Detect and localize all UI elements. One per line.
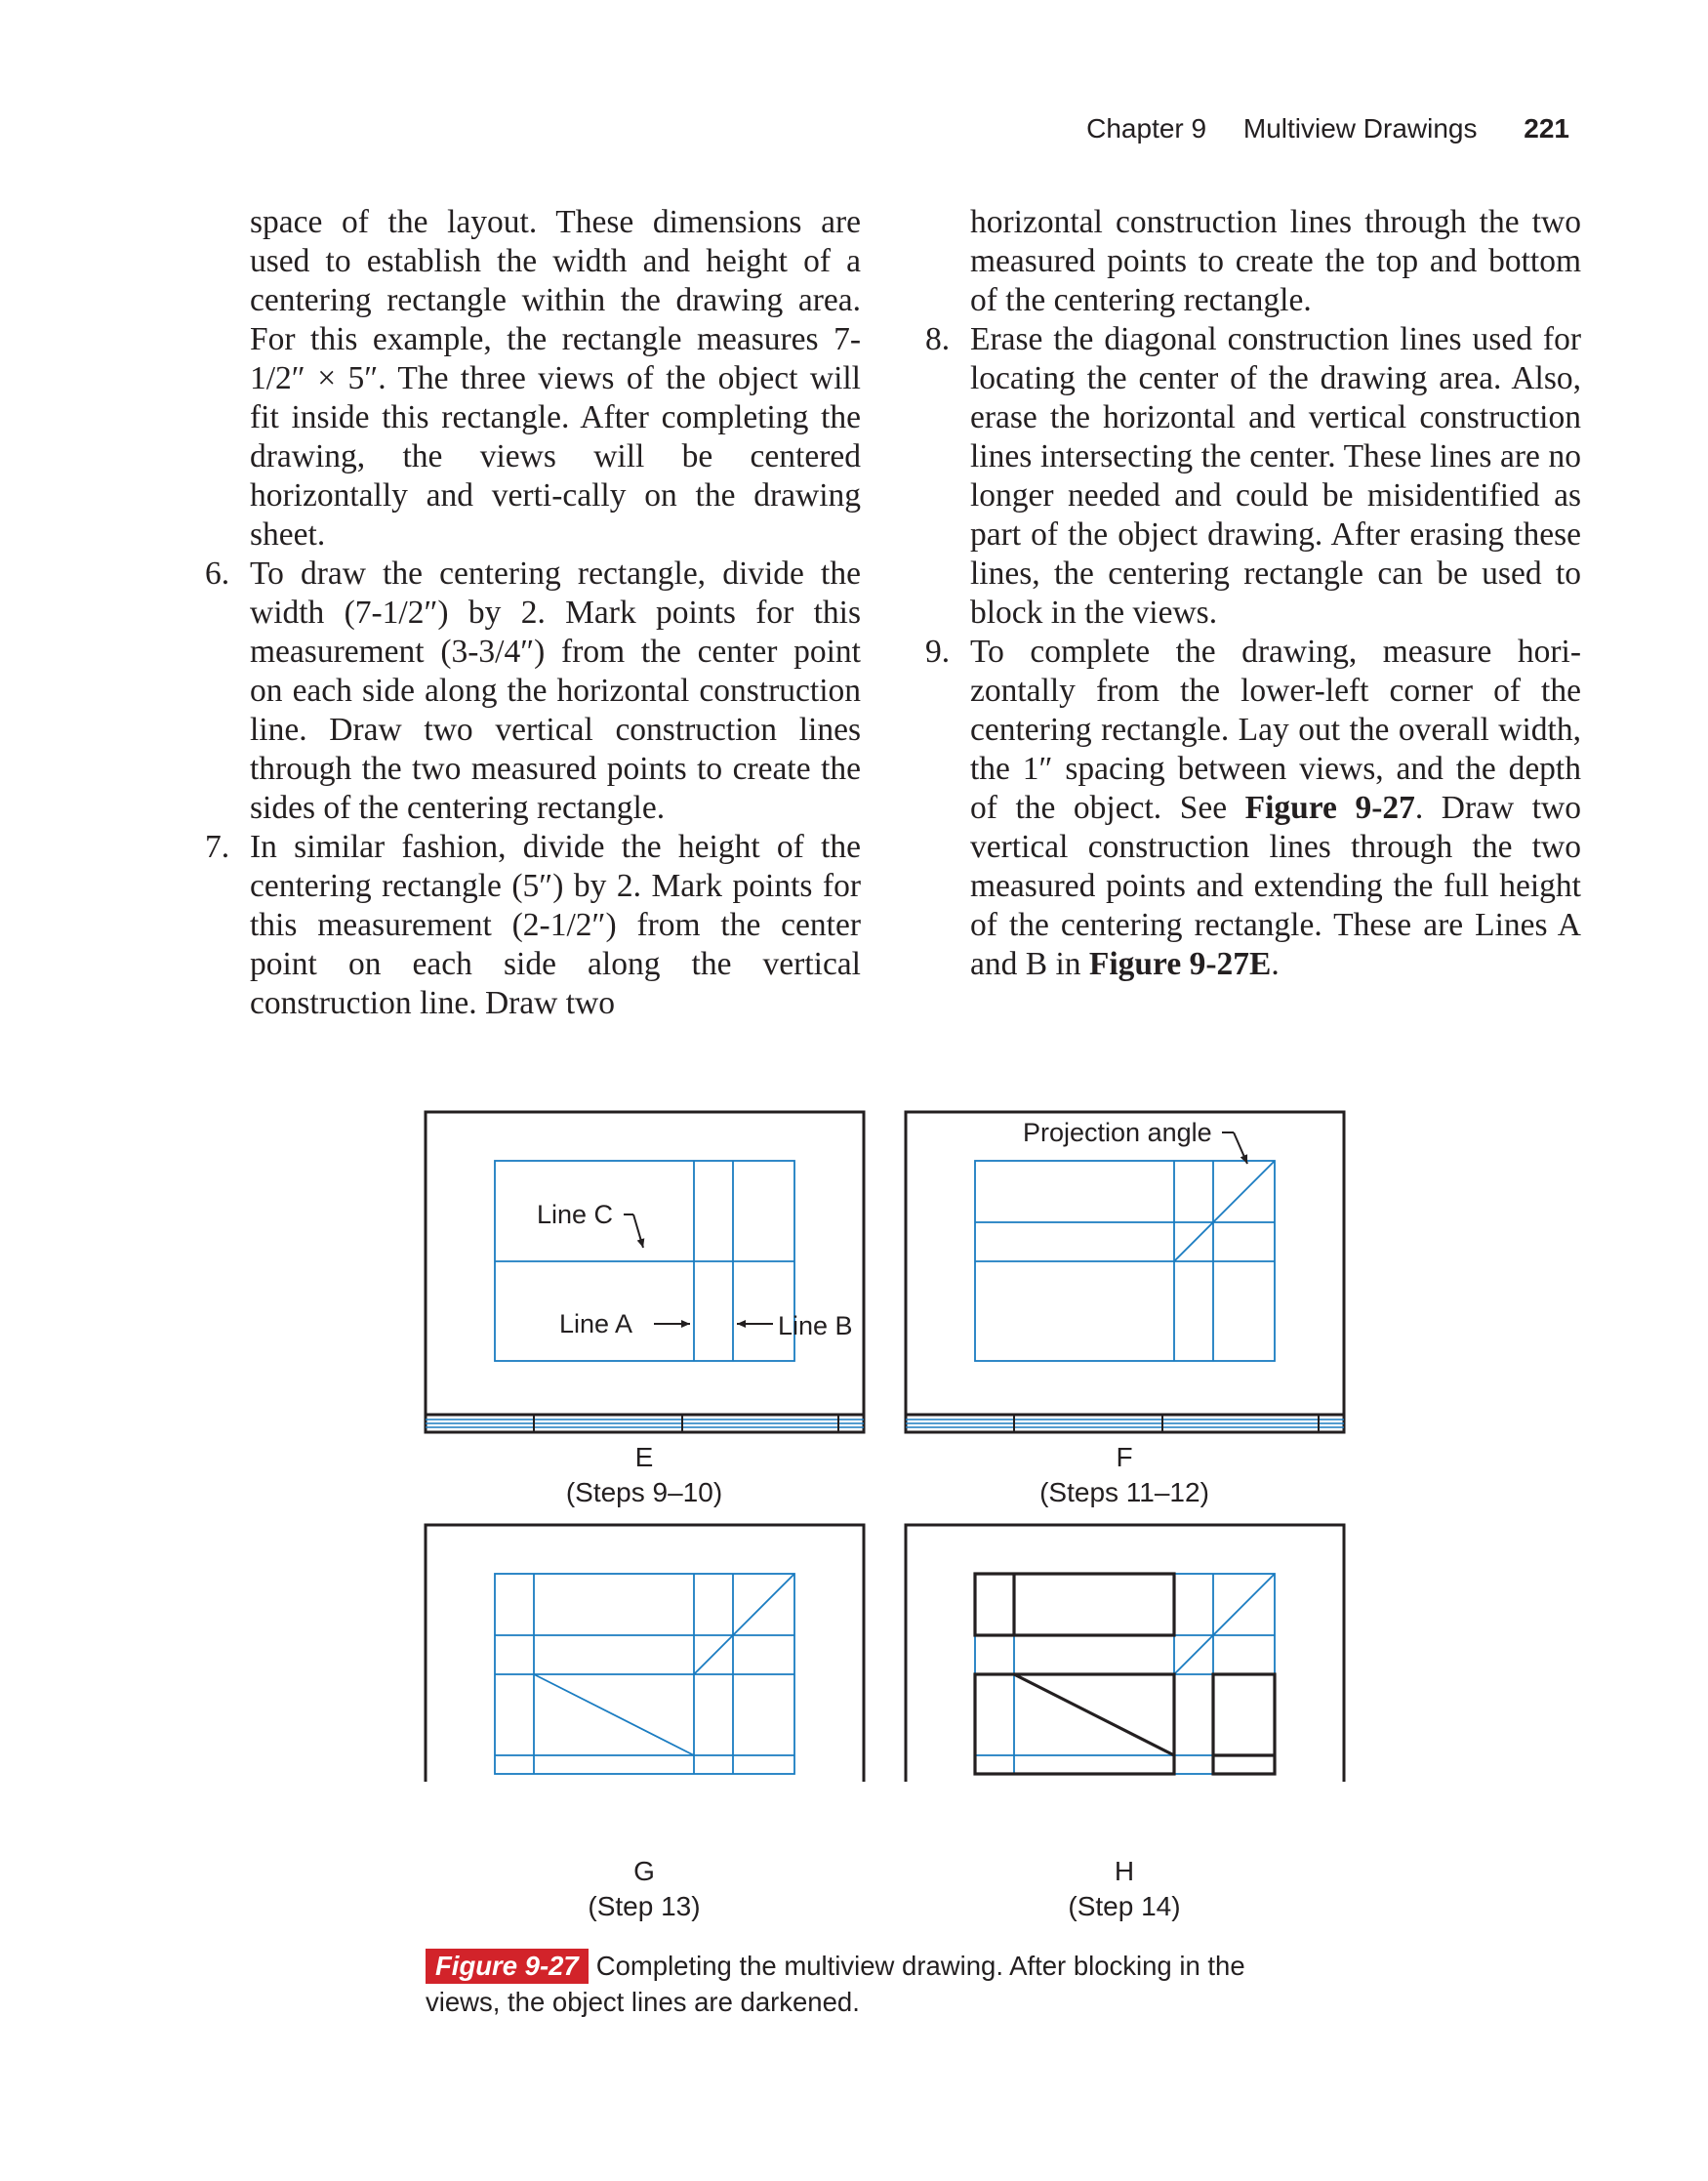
projection-angle-label: Projection angle: [1023, 1118, 1212, 1147]
figure-9-27: [410, 1098, 1366, 1921]
subfigure-h-drawing: [906, 1525, 1344, 1782]
step-number: 7.: [205, 829, 230, 865]
step-text: In similar fashion, divide the height of the centering rectangle (5″) by 2. Mark points for this measurement (2-1/2″) from the center point on each side along the vertical construction line. Draw two: [250, 829, 861, 1021]
figure-reference: Figure 9-27E: [1088, 946, 1272, 982]
chapter-title: Multiview Drawings: [1242, 113, 1478, 144]
step-text: Erase the diagonal construction lines used for locating the center of the drawing area. Also, erase the horizontal and vertical construction lines intersecting the center. These lines are no longer needed and could be misidentified as part of the object drawing. After erasing these lines, the centering rectangle can be used to block in the views.: [970, 321, 1581, 631]
step-number: 8.: [925, 321, 951, 357]
figure-caption: [426, 1948, 1304, 2020]
step-6: [205, 555, 861, 828]
line-c-label: Line C: [537, 1200, 614, 1229]
step-9: [925, 633, 1581, 984]
step-7: [205, 828, 861, 1023]
paragraph-continued: horizontal construction lines through the two measured points to create the top and bottom of the centering rectangle.: [970, 204, 1581, 318]
chapter-label: Chapter 9: [1086, 113, 1207, 144]
subfigure-h-label: H (Step 14): [1068, 1856, 1181, 1921]
subfigure-e-drawing: [426, 1112, 864, 1432]
step-text: To draw the centering rectangle, divide the width (7-1/2″) by 2. Mark points for this measurement (3-3/4″) from the center point on each side along the horizontal construction line. Draw two vertical construction lines through the two measured points to create the sides of the centering rectangle.: [250, 556, 861, 826]
step-number: 9.: [925, 634, 951, 670]
figure-number-tag: Figure 9-27: [426, 1949, 589, 1984]
caption-text: Completing the multiview drawing. After blocking in the views, the object lines are darkened.: [426, 1951, 1245, 2017]
right-text-column: [925, 203, 1581, 984]
step-8: [925, 320, 1581, 633]
subfigure-g-label: G (Step 13): [588, 1856, 701, 1921]
page-number: 221: [1524, 113, 1569, 144]
subfigure-g-drawing: [426, 1525, 864, 1782]
paragraph-continued: space of the layout. These dimensions are used to establish the width and height of a centering rectangle within the drawing area. For this example, the rectangle measures 7-1/2″ × 5″. The three views of the object will fit inside this rectangle. After completing the drawing, the views will be centered horizontally and verti-cally on the drawing sheet.: [250, 204, 861, 553]
figure-reference: Figure 9-27: [1244, 790, 1415, 826]
line-b-label: Line B: [778, 1311, 853, 1340]
left-text-column: [205, 203, 861, 1023]
running-header: [1086, 113, 1569, 144]
line-a-label: Line A: [559, 1309, 633, 1338]
subfigure-f-drawing: [906, 1112, 1344, 1432]
subfigure-f-label: F (Steps 11–12): [1039, 1442, 1209, 1507]
subfigure-e-label: E (Steps 9–10): [565, 1442, 723, 1507]
step-number: 6.: [205, 556, 230, 592]
step-text: To complete the drawing, measure hori-zontally from the lower-left corner of the centering rectangle. Lay out the overall width, the 1″ spacing between views, and the depth of the object. See Figure 9-27. Draw two vertical construction lines through the two measured points and extending the full height of the centering rectangle. These are Lines A and B in Figure 9-27E.: [970, 634, 1581, 982]
